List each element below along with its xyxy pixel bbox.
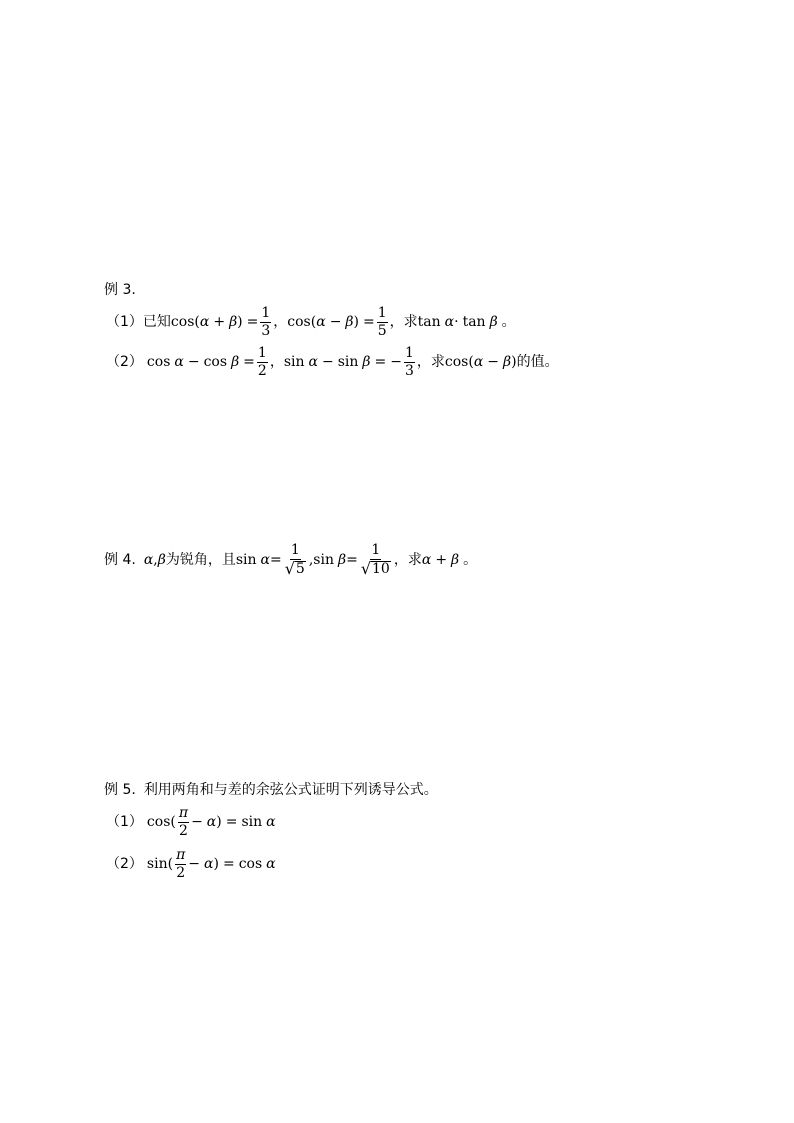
fraction-one-over-root-ten: 1 √ 10 [360,542,390,578]
example-5-part-2: （2） sin ( $\frac{\pi}{2}$ − α ) = cos α [106,847,276,881]
fraction-pi-over-two: $\frac{\pi}{2}$ [178,805,189,839]
fraction-one-third: $\frac{1}{3}$ [404,345,414,379]
example-5-part-1: （1） cos ( $\frac{\pi}{2}$ − α ) = sin α [106,805,276,839]
example-3-part-1: （1） 已知 cos ( α + β ) = $\frac{1}{3}$ ， cos ( α − β ) = $\frac{1}{5}$ ，求 tan α · tan β 。 [106,305,516,339]
fraction-one-half: $\frac{1}{2}$ [257,345,267,379]
example-3-part-2: （2） cos α − cos β = $\frac{1}{2}$ ， sin α − sin β = − $\frac{1}{3}$ ，求 cos ( α − β ) 的值。 [106,345,559,379]
fraction-one-over-root-five: 1 √ 5 [284,542,305,578]
fraction-one-third: $\frac{1}{3}$ [261,305,271,339]
example-3-label: 例 3. [104,282,136,298]
example-4: 例 4. α , β 为锐角，且 sin α = 1 √ 5 , sin β = 1 √ 10 ，求 α + β 。 [104,542,478,578]
fraction-pi-over-two: $\frac{\pi}{2}$ [176,847,186,881]
square-root: √ 10 [360,558,390,578]
example-5-label: 例 5. 利用两角和与差的余弦公式证明下列诱导公式。 [104,782,438,798]
square-root: √ 5 [284,558,305,578]
fraction-one-fifth: $\frac{1}{5}$ [377,305,387,339]
